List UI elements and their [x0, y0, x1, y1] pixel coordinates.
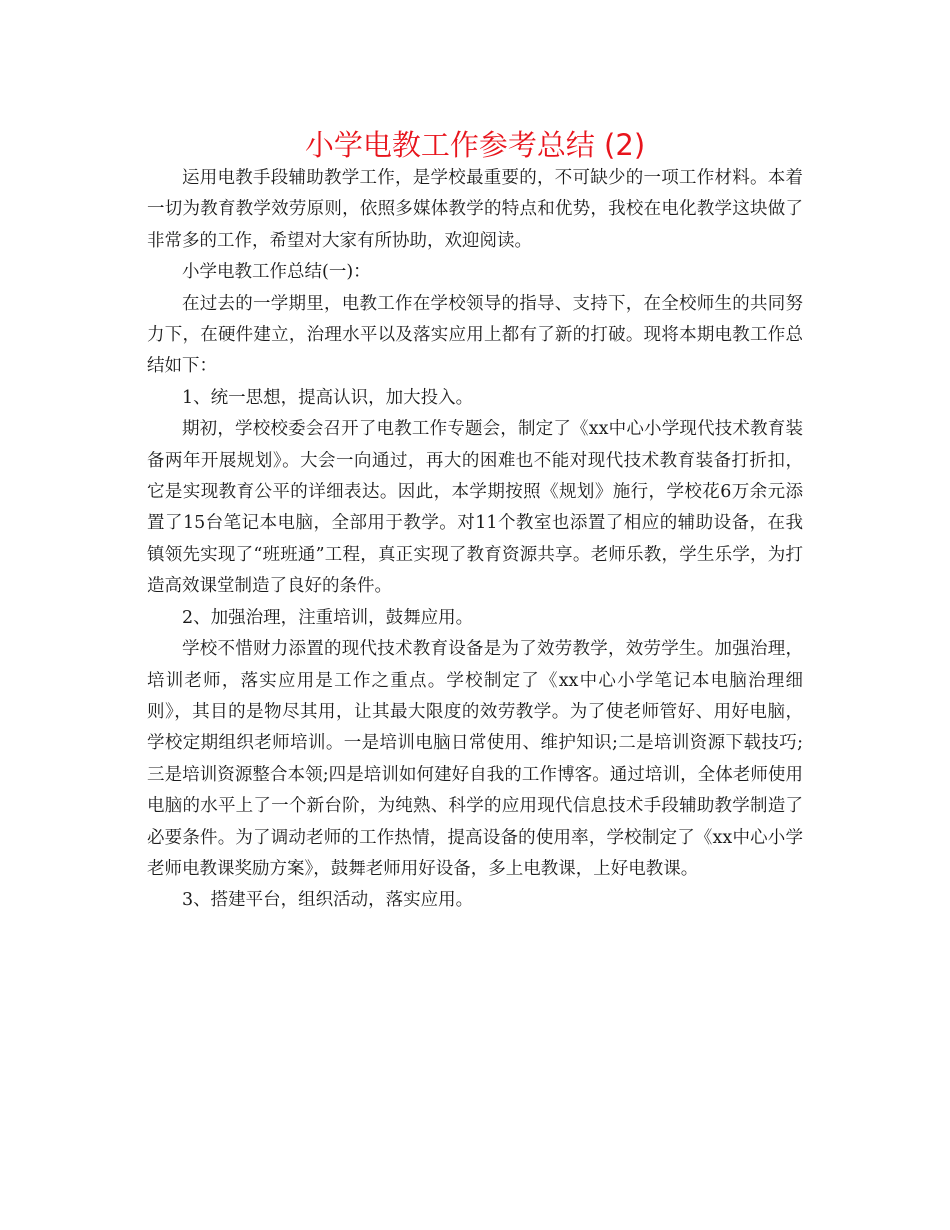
point-heading-2: 2、加强治理，注重培训，鼓舞应用。 — [182, 607, 474, 628]
intro-paragraph: 运用电教手段辅助教学工作，是学校最重要的，不可缺少的一项工作材料。本着一切为教育教学效劳原则，依照多媒体教学的特点和优势，我校在电化教学这块做了非常多的工作，希望对大家有所协助，欢迎阅读。 — [147, 168, 803, 251]
document-body — [147, 163, 803, 917]
point-heading-3: 3、搭建平台，组织活动，落实应用。 — [182, 890, 474, 911]
document-title: 小学电教工作参考总结 (2) — [304, 128, 646, 162]
body-paragraph: 在过去的一学期里，电教工作在学校领导的指导、支持下，在全校师生的共同努力下，在硬件建立，治理水平以及落实应用上都有了新的打破。现将本期电教工作总结如下： — [147, 293, 803, 377]
body-paragraph: 学校不惜财力添置的现代技术教育设备是为了效劳教学，效劳学生。加强治理，培训老师，落实应用是工作之重点。学校制定了《xx中心小学笔记本电脑治理细则》，其目的是物尽其用，让其最大限度的效劳教学。为了使老师管好、用好电脑，学校定期组织老师培训。一是培训电脑日常使用、维护知识;二是培训资源下载技巧;三是培训资源整合本领;四是培训如何建好自我的工作博客。通过培训，全体老师使用电脑的水平上了一个新台阶，为纯熟、科学的应用现代信息技术手段辅助教学制造了必要条件。为了调动老师的工作热情，提高设备的使用率，学校制定了《xx中心小学老师电教课奖励方案》，鼓舞老师用好设备，多上电教课，上好电教课。 — [147, 639, 803, 879]
section-heading: 小学电教工作总结(一)： — [182, 262, 371, 283]
point-heading-1: 1、统一思想，提高认识，加大投入。 — [182, 387, 474, 408]
body-paragraph: 期初，学校校委会召开了电教工作专题会，制定了《xx中心小学现代技术教育装备两年开展规划》。大会一向通过，再大的困难也不能对现代技术教育装备打折扣，它是实现教育公平的详细表达。因此，本学期按照《规划》施行，学校花6万余元添置了15台笔记本电脑，全部用于教学。对11个教室也添置了相应的辅助设备，在我镇领先实现了“班班通”工程，真正实现了教育资源共享。老师乐教，学生乐学，为打造高效课堂制造了良好的条件。 — [147, 419, 803, 597]
